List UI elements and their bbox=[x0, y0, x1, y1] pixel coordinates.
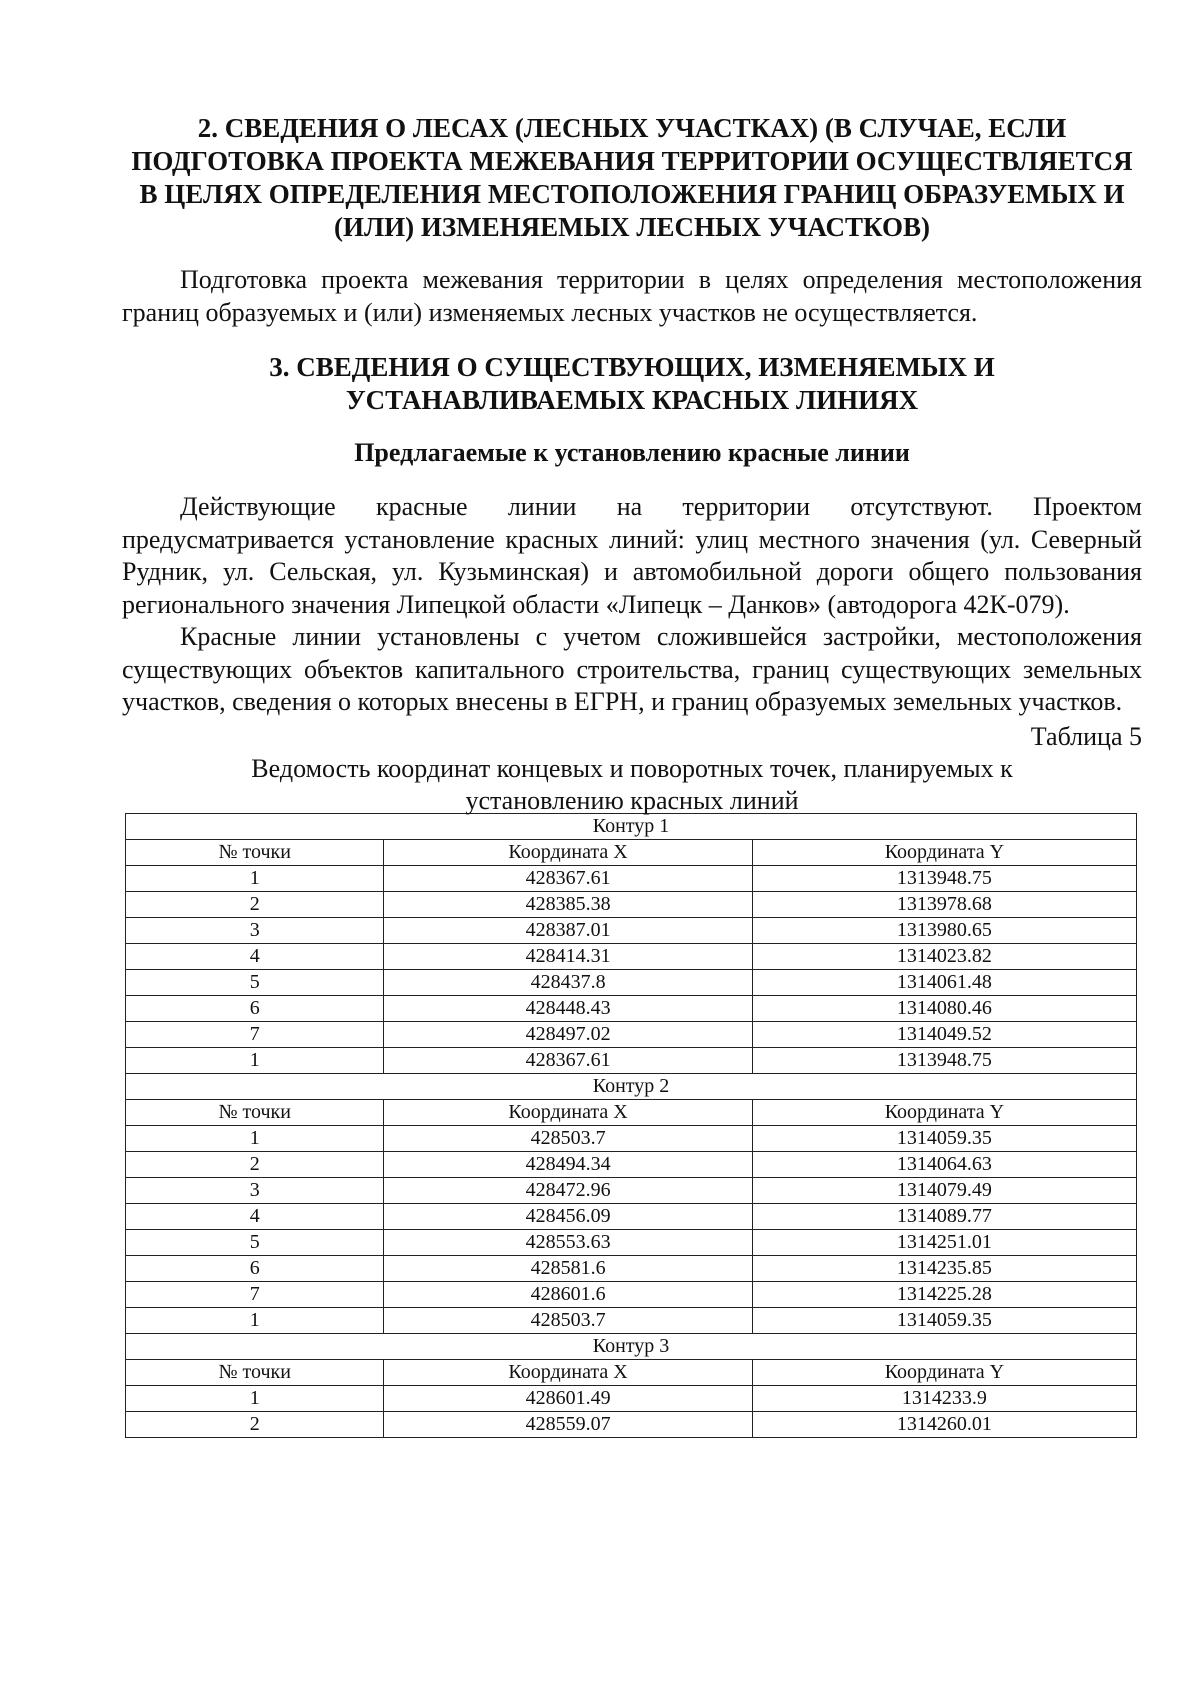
contour-row bbox=[126, 813, 1137, 839]
point-number-cell: 7 bbox=[126, 1281, 384, 1307]
coord-x-cell: 428448.43 bbox=[384, 995, 752, 1021]
point-number-cell: 1 bbox=[126, 865, 384, 891]
coord-x-cell: 428456.09 bbox=[384, 1203, 752, 1229]
coord-y-cell: 1314061.48 bbox=[752, 969, 1136, 995]
point-number-cell: 3 bbox=[126, 1177, 384, 1203]
coord-y-cell: 1314089.77 bbox=[752, 1203, 1136, 1229]
section-2-text: Подготовка проекта межевания территории в целях определения местоположения границ образуемых и (или) изменяемых лесных участков не осуществляется. bbox=[122, 265, 1142, 327]
coord-x-cell: 428497.02 bbox=[384, 1021, 752, 1047]
section-3-paragraph-2: Красные линии установлены с учетом сложившейся застройки, местоположения существующих объектов капитального строительства, границ существующих земельных участков, сведения о которых внесены в ЕГРН, и границ образуемых земельных участков. bbox=[122, 622, 1142, 716]
point-number-cell: 6 bbox=[126, 1255, 384, 1281]
table-row bbox=[126, 891, 1137, 917]
coord-x-cell: 428503.7 bbox=[384, 1307, 752, 1333]
table-row bbox=[126, 1255, 1137, 1281]
coord-x-cell: 428601.49 bbox=[384, 1385, 752, 1411]
table-row bbox=[126, 1125, 1137, 1151]
contour-title: Контур 2 bbox=[126, 1073, 1137, 1099]
contour-title: Контур 1 bbox=[126, 813, 1137, 839]
section-3-heading: 3. СВЕДЕНИЯ О СУЩЕСТВУЮЩИХ, ИЗМЕНЯЕМЫХ И УСТАНАВЛИВАЕМЫХ КРАСНЫХ ЛИНИЯХ bbox=[269, 352, 995, 415]
coord-x-cell: 428387.01 bbox=[384, 917, 752, 943]
point-number-cell: 1 bbox=[126, 1385, 384, 1411]
coord-y-cell: 1314260.01 bbox=[752, 1411, 1136, 1437]
table-row bbox=[126, 1151, 1137, 1177]
column-header: № точки bbox=[126, 839, 384, 865]
coord-y-cell: 1313978.68 bbox=[752, 891, 1136, 917]
table-row bbox=[126, 995, 1137, 1021]
coord-y-cell: 1314059.35 bbox=[752, 1125, 1136, 1151]
coord-y-cell: 1314251.01 bbox=[752, 1229, 1136, 1255]
coord-y-cell: 1314064.63 bbox=[752, 1151, 1136, 1177]
coord-x-cell: 428367.61 bbox=[384, 865, 752, 891]
contour-title: Контур 3 bbox=[126, 1333, 1137, 1359]
point-number-cell: 7 bbox=[126, 1021, 384, 1047]
coord-y-cell: 1314080.46 bbox=[752, 995, 1136, 1021]
coord-x-cell: 428581.6 bbox=[384, 1255, 752, 1281]
column-header: Координата Y bbox=[752, 1099, 1136, 1125]
coord-y-cell: 1313948.75 bbox=[752, 1047, 1136, 1073]
coord-x-cell: 428559.07 bbox=[384, 1411, 752, 1437]
table-row bbox=[126, 1281, 1137, 1307]
coord-x-cell: 428503.7 bbox=[384, 1125, 752, 1151]
point-number-cell: 6 bbox=[126, 995, 384, 1021]
point-number-cell: 1 bbox=[126, 1047, 384, 1073]
table-row bbox=[126, 1047, 1137, 1073]
coord-x-cell: 428553.63 bbox=[384, 1229, 752, 1255]
table-row bbox=[126, 943, 1137, 969]
coord-y-cell: 1313948.75 bbox=[752, 865, 1136, 891]
coord-x-cell: 428472.96 bbox=[384, 1177, 752, 1203]
table-row bbox=[126, 865, 1137, 891]
point-number-cell: 5 bbox=[126, 1229, 384, 1255]
point-number-cell: 3 bbox=[126, 917, 384, 943]
coord-x-cell: 428385.38 bbox=[384, 891, 752, 917]
point-number-cell: 2 bbox=[126, 891, 384, 917]
column-header: Координата X bbox=[384, 1099, 752, 1125]
coord-y-cell: 1314233.9 bbox=[752, 1385, 1136, 1411]
coord-y-cell: 1314225.28 bbox=[752, 1281, 1136, 1307]
coord-y-cell: 1314079.49 bbox=[752, 1177, 1136, 1203]
coord-x-cell: 428601.6 bbox=[384, 1281, 752, 1307]
coord-x-cell: 428437.8 bbox=[384, 969, 752, 995]
table-title: Ведомость координат концевых и поворотных точек, планируемых к установлению красных линий bbox=[251, 753, 1013, 815]
document-page bbox=[122, 112, 1142, 1438]
section-3-paragraph-1: Действующие красные линии на территории отсутствуют. Проектом предусматривается установление красных линий: улиц местного значения (ул. Северный Рудник, ул. Сельская, ул. Кузьминская) и автомобильной дороги общего пользования регионального значения Липецкой области «Липецк – Данков» (автодорога 42К-079). bbox=[122, 492, 1142, 619]
column-header: Координата X bbox=[384, 1359, 752, 1385]
table-header-row bbox=[126, 839, 1137, 865]
point-number-cell: 1 bbox=[126, 1125, 384, 1151]
table-number: Таблица 5 bbox=[1030, 721, 1142, 751]
table-row bbox=[126, 1177, 1137, 1203]
table-row bbox=[126, 917, 1137, 943]
point-number-cell: 2 bbox=[126, 1411, 384, 1437]
table-row bbox=[126, 969, 1137, 995]
point-number-cell: 4 bbox=[126, 1203, 384, 1229]
table-header-row bbox=[126, 1359, 1137, 1385]
point-number-cell: 4 bbox=[126, 943, 384, 969]
column-header: № точки bbox=[126, 1099, 384, 1125]
column-header: Координата Y bbox=[752, 839, 1136, 865]
point-number-cell: 5 bbox=[126, 969, 384, 995]
section-2-heading: 2. СВЕДЕНИЯ О ЛЕСАХ (ЛЕСНЫХ УЧАСТКАХ) (В СЛУЧАЕ, ЕСЛИ ПОДГОТОВКА ПРОЕКТА МЕЖЕВАНИЯ ТЕРРИТОРИИ ОСУЩЕСТВЛЯЕТСЯ В ЦЕЛЯХ ОПРЕДЕЛЕНИЯ МЕСТОПОЛОЖЕНИЯ ГРАНИЦ ОБРАЗУЕМЫХ И (ИЛИ) ИЗМЕНЯЕМЫХ ЛЕСНЫХ УЧАСТКОВ) bbox=[131, 113, 1133, 242]
coord-y-cell: 1314049.52 bbox=[752, 1021, 1136, 1047]
column-header: Координата X bbox=[384, 839, 752, 865]
coord-x-cell: 428414.31 bbox=[384, 943, 752, 969]
table-header-row bbox=[126, 1099, 1137, 1125]
table-row bbox=[126, 1385, 1137, 1411]
point-number-cell: 2 bbox=[126, 1151, 384, 1177]
point-number-cell: 1 bbox=[126, 1307, 384, 1333]
table-row bbox=[126, 1203, 1137, 1229]
coord-y-cell: 1314059.35 bbox=[752, 1307, 1136, 1333]
contour-row bbox=[126, 1073, 1137, 1099]
coord-x-cell: 428494.34 bbox=[384, 1151, 752, 1177]
subheading: Предлагаемые к установлению красные линии bbox=[354, 438, 910, 467]
column-header: Координата Y bbox=[752, 1359, 1136, 1385]
contour-row bbox=[126, 1333, 1137, 1359]
coord-y-cell: 1313980.65 bbox=[752, 917, 1136, 943]
table-row bbox=[126, 1307, 1137, 1333]
table-row bbox=[126, 1411, 1137, 1437]
coordinates-table bbox=[125, 813, 1137, 1438]
column-header: № точки bbox=[126, 1359, 384, 1385]
coord-y-cell: 1314235.85 bbox=[752, 1255, 1136, 1281]
table-row bbox=[126, 1021, 1137, 1047]
table-row bbox=[126, 1229, 1137, 1255]
coord-y-cell: 1314023.82 bbox=[752, 943, 1136, 969]
coord-x-cell: 428367.61 bbox=[384, 1047, 752, 1073]
